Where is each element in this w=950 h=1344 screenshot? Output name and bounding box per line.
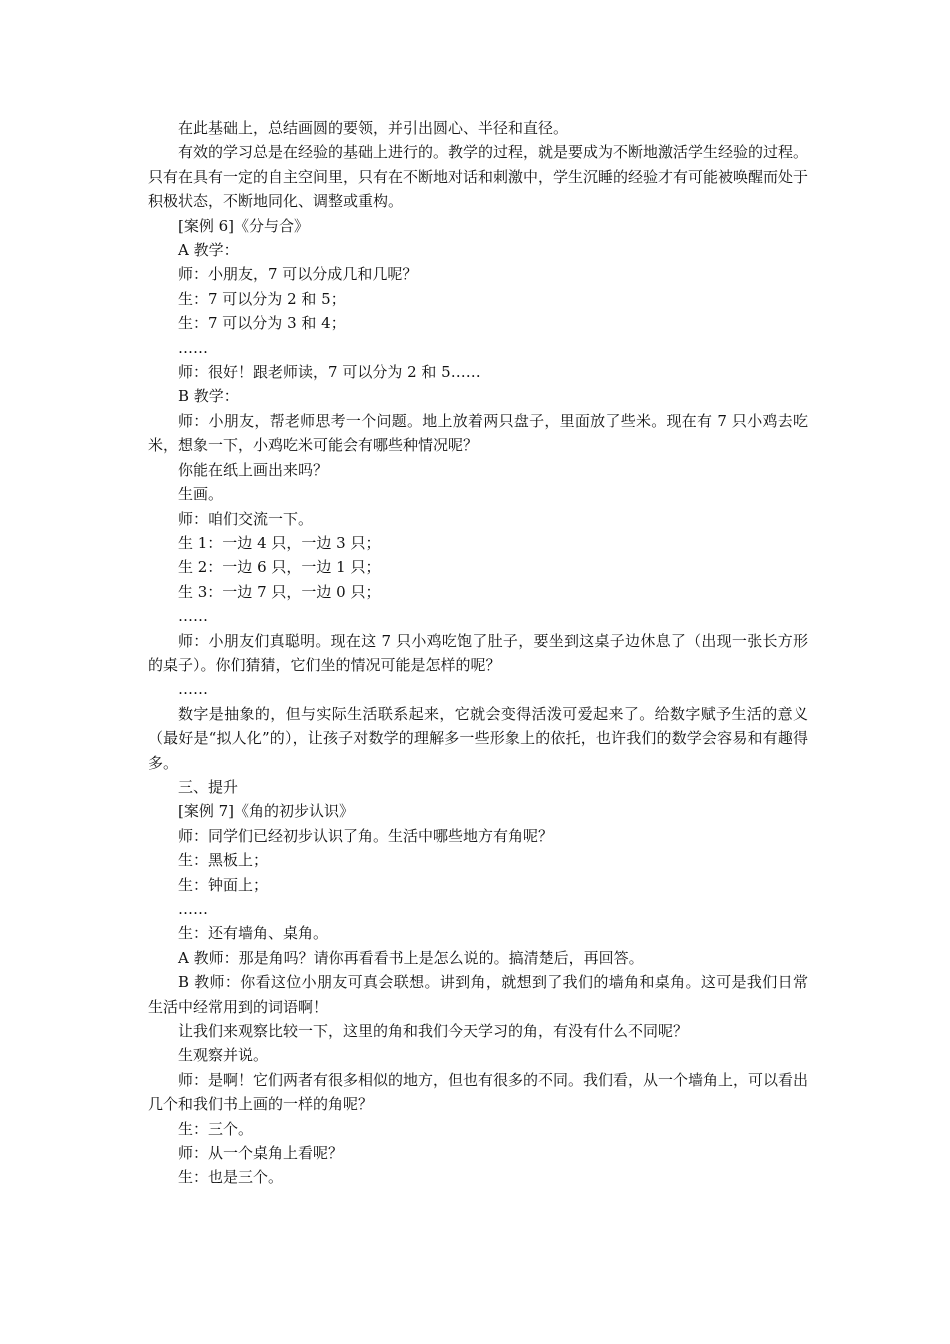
- paragraph: 数字是抽象的，但与实际生活联系起来，它就会变得活泼可爱起来了。给数字赋予生活的意义（最好是“拟人化”的），让孩子对数学的理解多一些形象上的依托，也许我们的数学会容易和有趣得多。: [148, 704, 808, 772]
- dialogue-line: 生 1：一边 4 只，一边 3 只；: [178, 533, 381, 552]
- dialogue-line: 师：从一个桌角上看呢？: [178, 1144, 344, 1163]
- dialogue-line: 让我们来观察比较一下，这里的角和我们今天学习的角，有没有什么不同呢？: [178, 1022, 689, 1041]
- paragraph: 有效的学习总是在经验的基础上进行的。教学的过程，就是要成为不断地激活学生经验的过程。只有在具有一定的自主空间里，只有在不断地对话和刺激中，学生沉睡的经验才有可能被唤醒而处于积极状态，不断地同化、调整或重构。: [148, 143, 809, 211]
- ellipsis-line: ……: [178, 338, 208, 357]
- dialogue-line: 师：小朋友，7 可以分成几和几呢？: [178, 265, 418, 284]
- dialogue-line: 生 2：一边 6 只，一边 1 只；: [178, 558, 381, 577]
- dialogue-line: 生：黑板上；: [178, 851, 269, 870]
- section-label: B 教学：: [178, 387, 239, 406]
- dialogue-line: 生：7 可以分为 3 和 4；: [178, 314, 346, 333]
- dialogue-line: 师：很好！跟老师读，7 可以分为 2 和 5……: [178, 363, 481, 382]
- dialogue-line: 生：三个。: [178, 1119, 254, 1138]
- dialogue-line: B 教师：你看这位小朋友可真会联想。讲到角，就想到了我们的墙角和桌角。这可是我们日常生活中经常用到的词语啊！: [148, 973, 808, 1016]
- dialogue-line: A 教师：那是角吗？请你再看看书上是怎么说的。搞清楚后，再回答。: [178, 948, 644, 967]
- dialogue-line: 师：同学们已经初步认识了角。生活中哪些地方有角呢？: [178, 826, 554, 845]
- dialogue-line: 师：小朋友，帮老师思考一个问题。地上放着两只盘子，里面放了些米。现在有 7 只小鸡去吃米，想象一下，小鸡吃米可能会有哪些种情况呢？: [148, 411, 808, 455]
- dialogue-line: 生画。: [178, 485, 224, 504]
- section-label: A 教学：: [178, 241, 239, 260]
- ellipsis-line: ……: [178, 680, 208, 699]
- dialogue-line: 你能在纸上画出来吗？: [178, 460, 329, 479]
- dialogue-line: 生：也是三个。: [178, 1168, 284, 1187]
- document-page: [148, 116, 808, 1190]
- ellipsis-line: ……: [178, 607, 208, 626]
- dialogue-line: 生：钟面上；: [178, 875, 269, 894]
- ellipsis-line: ……: [178, 900, 208, 918]
- dialogue-line: 师：小朋友们真聪明。现在这 7 只小鸡吃饱了肚子，要坐到这桌子边休息了（出现一张长方形的桌子）。你们猜猜，它们坐的情况可能是怎样的呢？: [148, 631, 808, 674]
- case-heading: [案例 7]《角的初步认识》: [178, 802, 355, 821]
- section-heading: 三、提升: [178, 777, 239, 796]
- dialogue-line: 生 3：一边 7 只，一边 0 只；: [178, 582, 381, 601]
- case-heading: [案例 6]《分与合》: [178, 216, 310, 235]
- dialogue-line: 生观察并说。: [178, 1046, 269, 1065]
- dialogue-line: 师：咱们交流一下。: [178, 509, 314, 528]
- dialogue-line: 师：是啊！它们两者有很多相似的地方，但也有很多的不同。我们看，从一个墙角上，可以看出几个和我们书上画的一样的角呢？: [148, 1070, 809, 1114]
- paragraph: 在此基础上，总结画圆的要领，并引出圆心、半径和直径。: [178, 119, 569, 137]
- dialogue-line: 生：7 可以分为 2 和 5；: [178, 289, 346, 308]
- dialogue-line: 生：还有墙角、桌角。: [178, 924, 329, 943]
